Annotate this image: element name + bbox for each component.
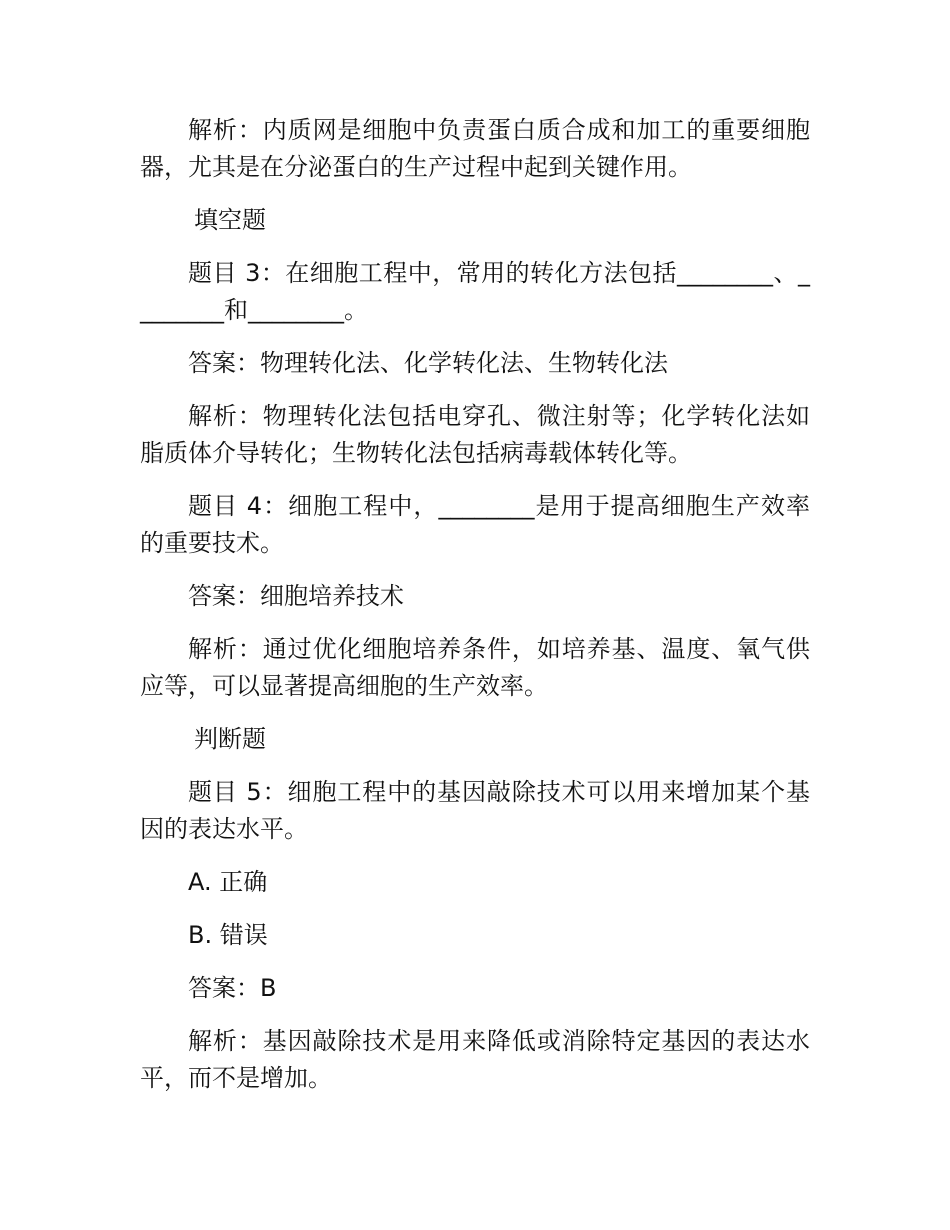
explanation-3: 解析：物理转化法包括电穿孔、微注射等；化学转化法如脂质体介导转化；生物转化法包括病毒载体转化等。	[140, 402, 810, 467]
option-b: B. 错误	[188, 921, 268, 949]
question-4: 题目 4：细胞工程中，________是用于提高细胞生产效率的重要技术。	[140, 492, 810, 557]
explanation-paragraph: 解析：内质网是细胞中负责蛋白质合成和加工的重要细胞器，尤其是在分泌蛋白的生产过程中起到关键作用。	[140, 116, 810, 181]
question-3: 题目 3：在细胞工程中，常用的转化方法包括________、________和________。	[140, 259, 810, 324]
section-heading-fill-blank: 填空题	[194, 206, 266, 234]
answer-5: 答案：B	[188, 974, 277, 1002]
explanation-5: 解析：基因敲除技术是用来降低或消除特定基因的表达水平，而不是增加。	[140, 1027, 810, 1092]
explanation-4: 解析：通过优化细胞培养条件，如培养基、温度、氧气供应等，可以显著提高细胞的生产效率。	[140, 635, 810, 700]
question-5: 题目 5：细胞工程中的基因敲除技术可以用来增加某个基因的表达水平。	[140, 778, 810, 843]
document-page	[140, 112, 810, 1113]
answer-4: 答案：细胞培养技术	[188, 582, 404, 610]
option-a: A. 正确	[188, 868, 268, 896]
answer-3: 答案：物理转化法、化学转化法、生物转化法	[188, 349, 668, 377]
section-heading-true-false: 判断题	[194, 725, 266, 753]
